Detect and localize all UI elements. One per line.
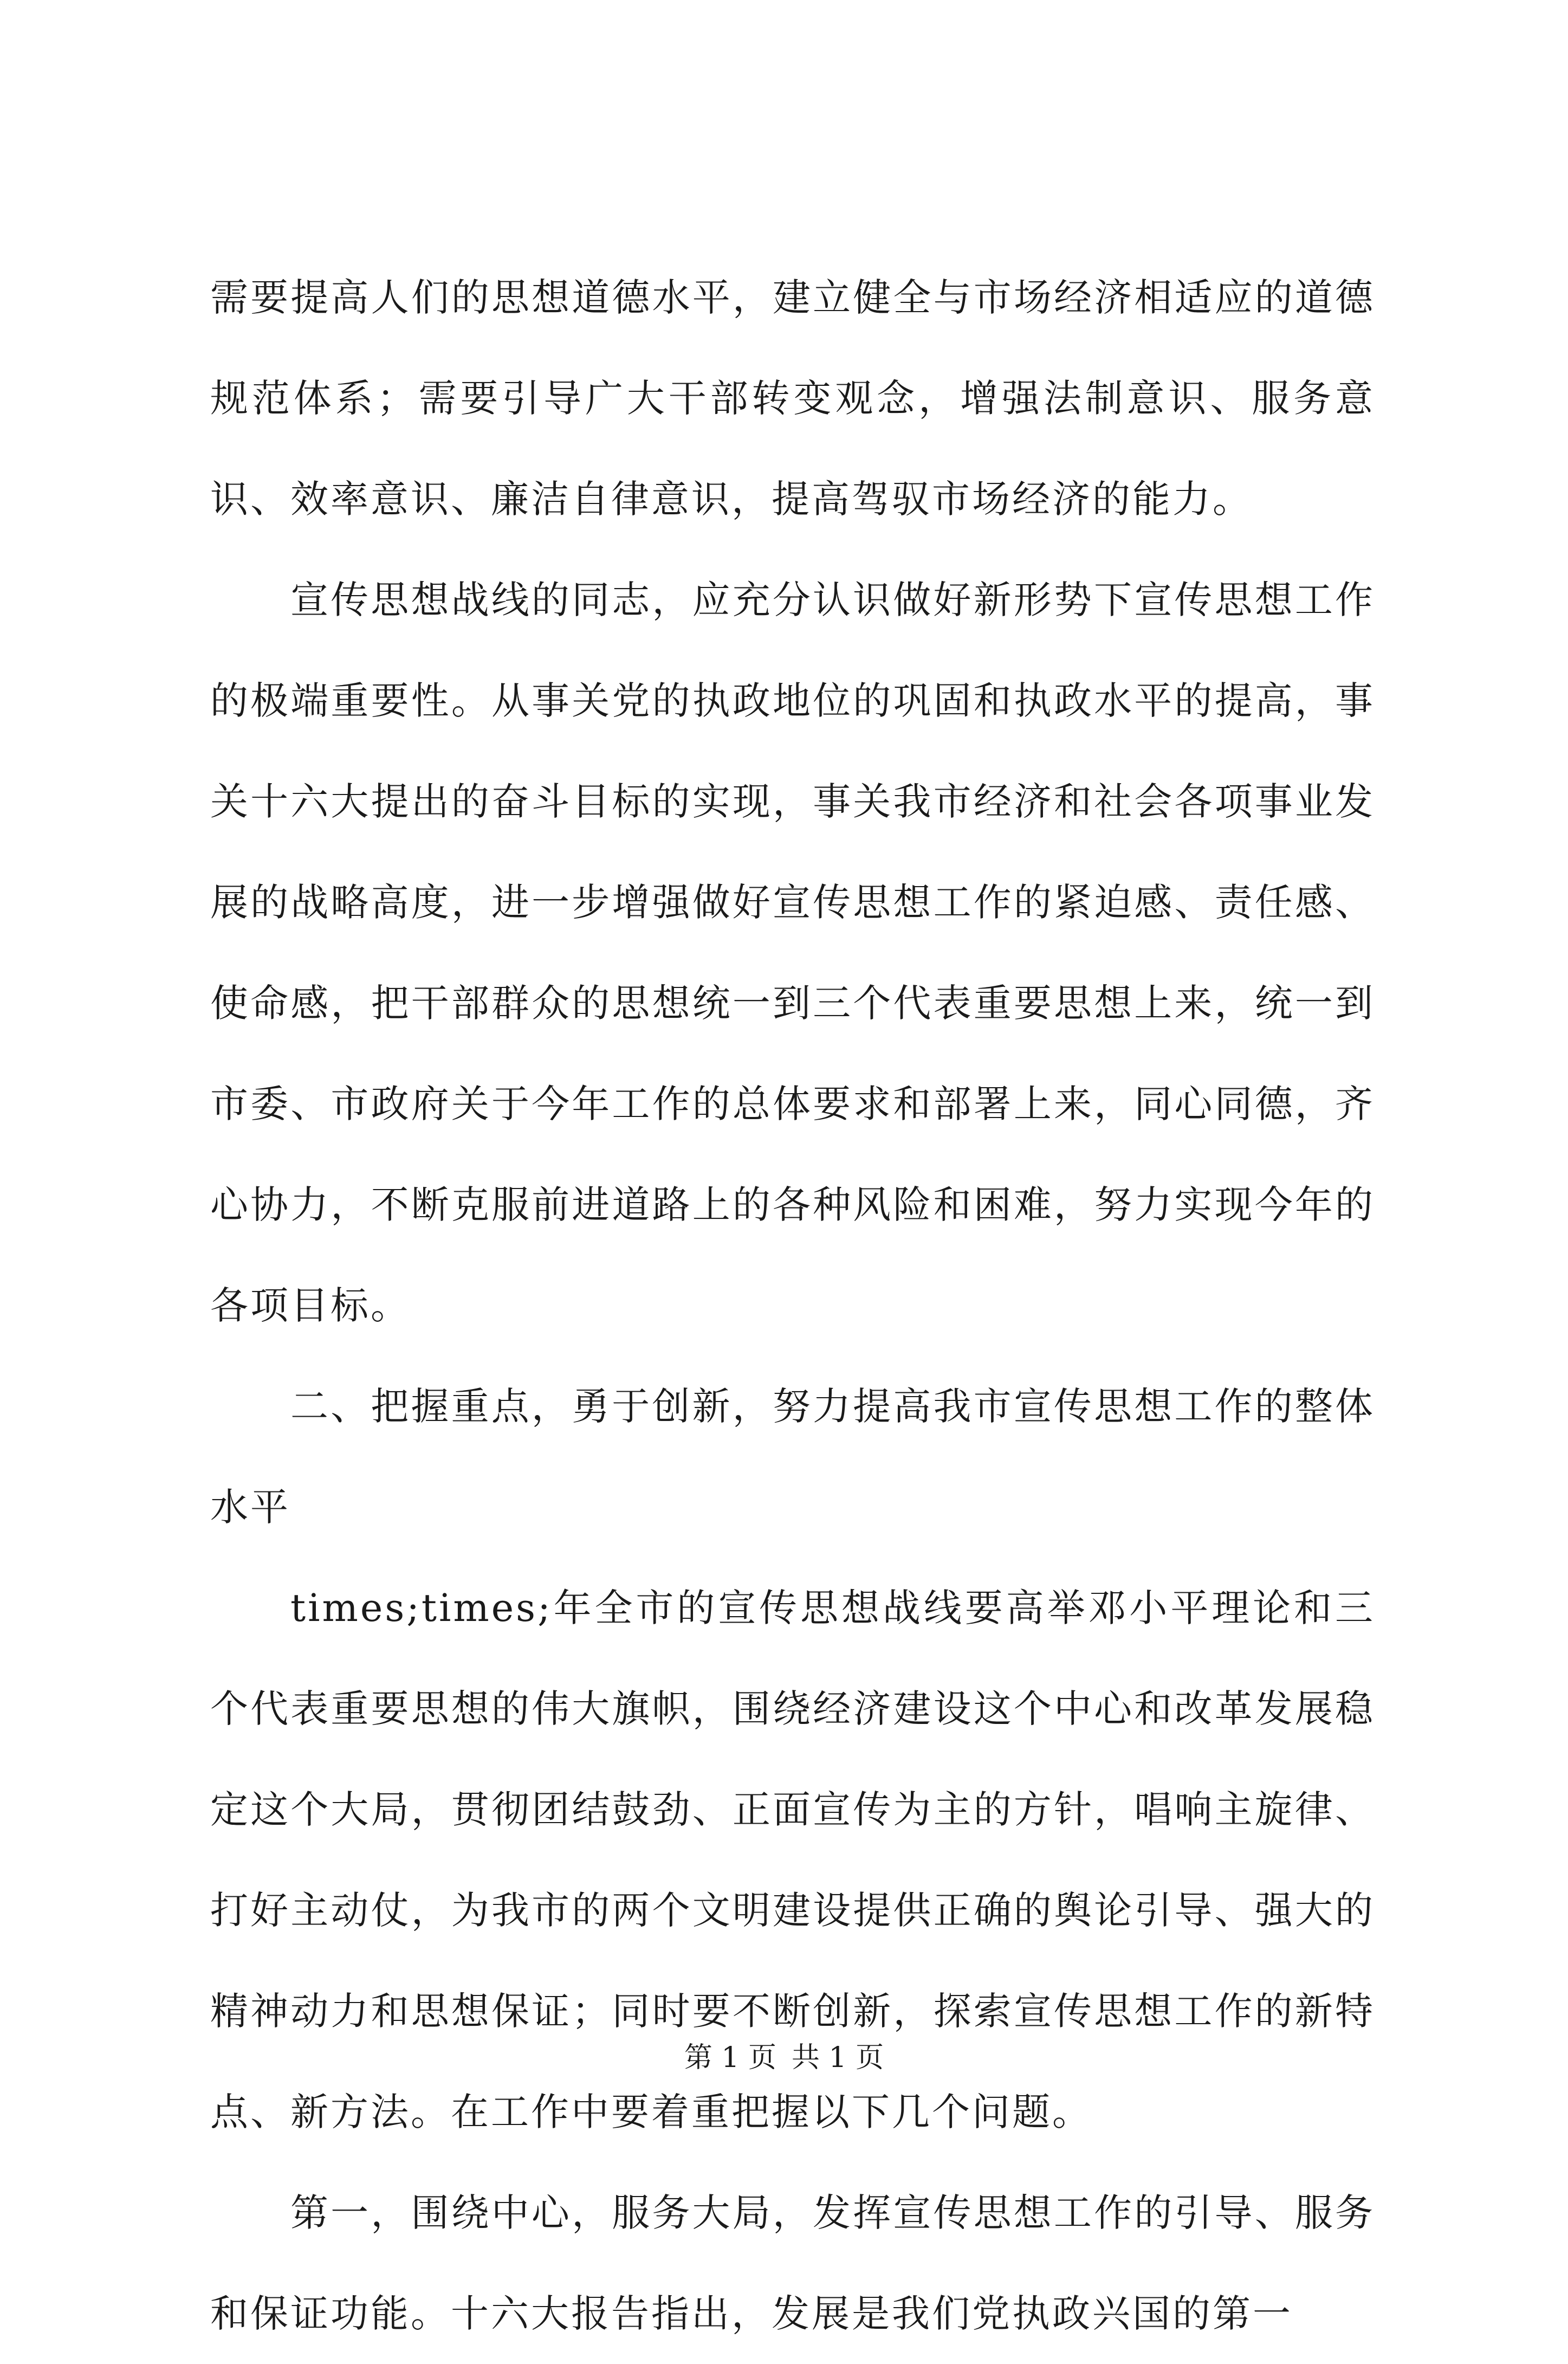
page-total: 共 1 页 [792,2042,884,2074]
paragraph: 需要提高人们的思想道德水平，建立健全与市场经济相适应的道德规范体系；需要引导广大干部转变观念，增强法制意识、服务意识、效率意识、廉洁自律意识，提高驾驭市场经济的能力。 [210,275,1375,521]
paragraph: times;times;年全市的宣传思想战线要高举邓小平理论和三个代表重要思想的伟大旗帜，围绕经济建设这个中心和改革发展稳定这个大局，贯彻团结鼓劲、正面宣传为主的方针，唱响主旋律、打好主动仗，为我市的两个文明建设提供正确的舆论引导、强大的精神动力和思想保证；同时要不断创新，探索宣传思想工作的新特点、新方法。在工作中要着重把握以下几个问题。 [210,1586,1375,2134]
paragraph: 宣传思想战线的同志，应充分认识做好新形势下宣传思想工作的极端重要性。从事关党的执政地位的巩固和执政水平的提高，事关十六大提出的奋斗目标的实现，事关我市经济和社会各项事业发展的战略高度，进一步增强做好宣传思想工作的紧迫感、责任感、使命感，把干部群众的思想统一到三个代表重要思想上来，统一到市委、市政府关于今年工作的总体要求和部署上来，同心同德，齐心协力，不断克服前进道路上的各种风险和困难，努力实现今年的各项目标。 [210,578,1375,1328]
page-footer [0,2039,1568,2077]
section-heading: 二、把握重点，勇于创新，努力提高我市宣传思想工作的整体水平 [210,1384,1375,1529]
page-number: 第 1 页 [684,2042,776,2074]
paragraph: 第一，围绕中心，服务大局，发挥宣传思想工作的引导、服务和保证功能。十六大报告指出，发展是我们党执政兴国的第一 [210,2191,1375,2336]
